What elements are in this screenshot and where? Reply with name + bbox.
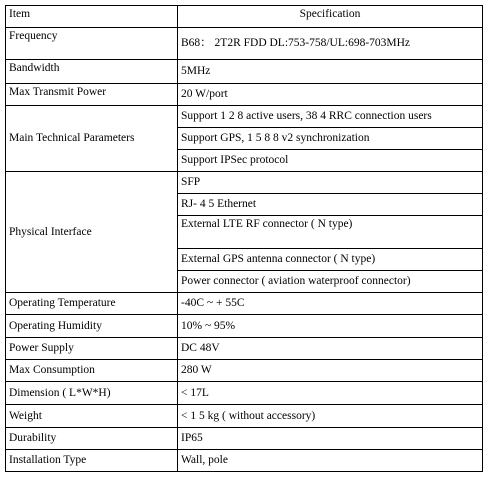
table-row-max-transmit-power <box>6 84 483 106</box>
spec-max-transmit-power: 20 W/port <box>178 84 483 106</box>
item-dimension: Dimension ( L*W*H) <box>6 382 178 405</box>
item-operating-humidity: Operating Humidity <box>6 315 178 338</box>
spec-power-supply: DC 48V <box>178 338 483 360</box>
table-header-row <box>6 6 483 28</box>
item-durability: Durability <box>6 428 178 450</box>
spec-physical-3: External LTE RF connector ( N type) <box>178 216 483 249</box>
table-row-operating-temperature <box>6 293 483 315</box>
spec-physical-4: External GPS antenna connector ( N type) <box>178 249 483 271</box>
item-operating-temperature: Operating Temperature <box>6 293 178 315</box>
spec-dimension: < 17L <box>178 382 483 405</box>
spec-physical-1: SFP <box>178 172 483 194</box>
spec-main-technical-3: Support IPSec protocol <box>178 150 483 172</box>
table-row-installation-type <box>6 450 483 472</box>
spec-table-container <box>5 5 483 472</box>
spec-installation-type: Wall, pole <box>178 450 483 472</box>
table-row-power-supply <box>6 338 483 360</box>
item-frequency: Frequency <box>6 28 178 60</box>
spec-operating-temperature: -40C ~ + 55C <box>178 293 483 315</box>
spec-frequency: B68： 2T2R FDD DL:753-758/UL:698-703MHz <box>178 28 483 60</box>
table-row-dimension <box>6 382 483 405</box>
item-weight: Weight <box>6 405 178 428</box>
table-row-max-consumption <box>6 360 483 382</box>
table-row-bandwidth <box>6 60 483 84</box>
spec-max-consumption: 280 W <box>178 360 483 382</box>
item-installation-type: Installation Type <box>6 450 178 472</box>
table-row-physical-interface <box>6 172 483 194</box>
item-max-consumption: Max Consumption <box>6 360 178 382</box>
item-physical-interface: Physical Interface <box>6 172 178 293</box>
table-row-frequency <box>6 28 483 60</box>
spec-weight: < 1 5 kg ( without accessory) <box>178 405 483 428</box>
spec-physical-5: Power connector ( aviation waterproof connector) <box>178 271 483 293</box>
table-row-operating-humidity <box>6 315 483 338</box>
header-item: Item <box>6 6 178 28</box>
item-main-technical-parameters: Main Technical Parameters <box>6 106 178 172</box>
table-row-durability <box>6 428 483 450</box>
spec-operating-humidity: 10% ~ 95% <box>178 315 483 338</box>
table-row-main-technical-parameters <box>6 106 483 128</box>
item-power-supply: Power Supply <box>6 338 178 360</box>
spec-bandwidth: 5MHz <box>178 60 483 84</box>
spec-physical-2: RJ- 4 5 Ethernet <box>178 194 483 216</box>
spec-main-technical-1: Support 1 2 8 active users, 38 4 RRC connection users <box>178 106 483 128</box>
spec-main-technical-2: Support GPS, 1 5 8 8 v2 synchronization <box>178 128 483 150</box>
header-specification: Specification <box>178 6 483 28</box>
table-row-weight <box>6 405 483 428</box>
spec-durability: IP65 <box>178 428 483 450</box>
item-max-transmit-power: Max Transmit Power <box>6 84 178 106</box>
item-bandwidth: Bandwidth <box>6 60 178 84</box>
specification-table <box>5 5 483 472</box>
